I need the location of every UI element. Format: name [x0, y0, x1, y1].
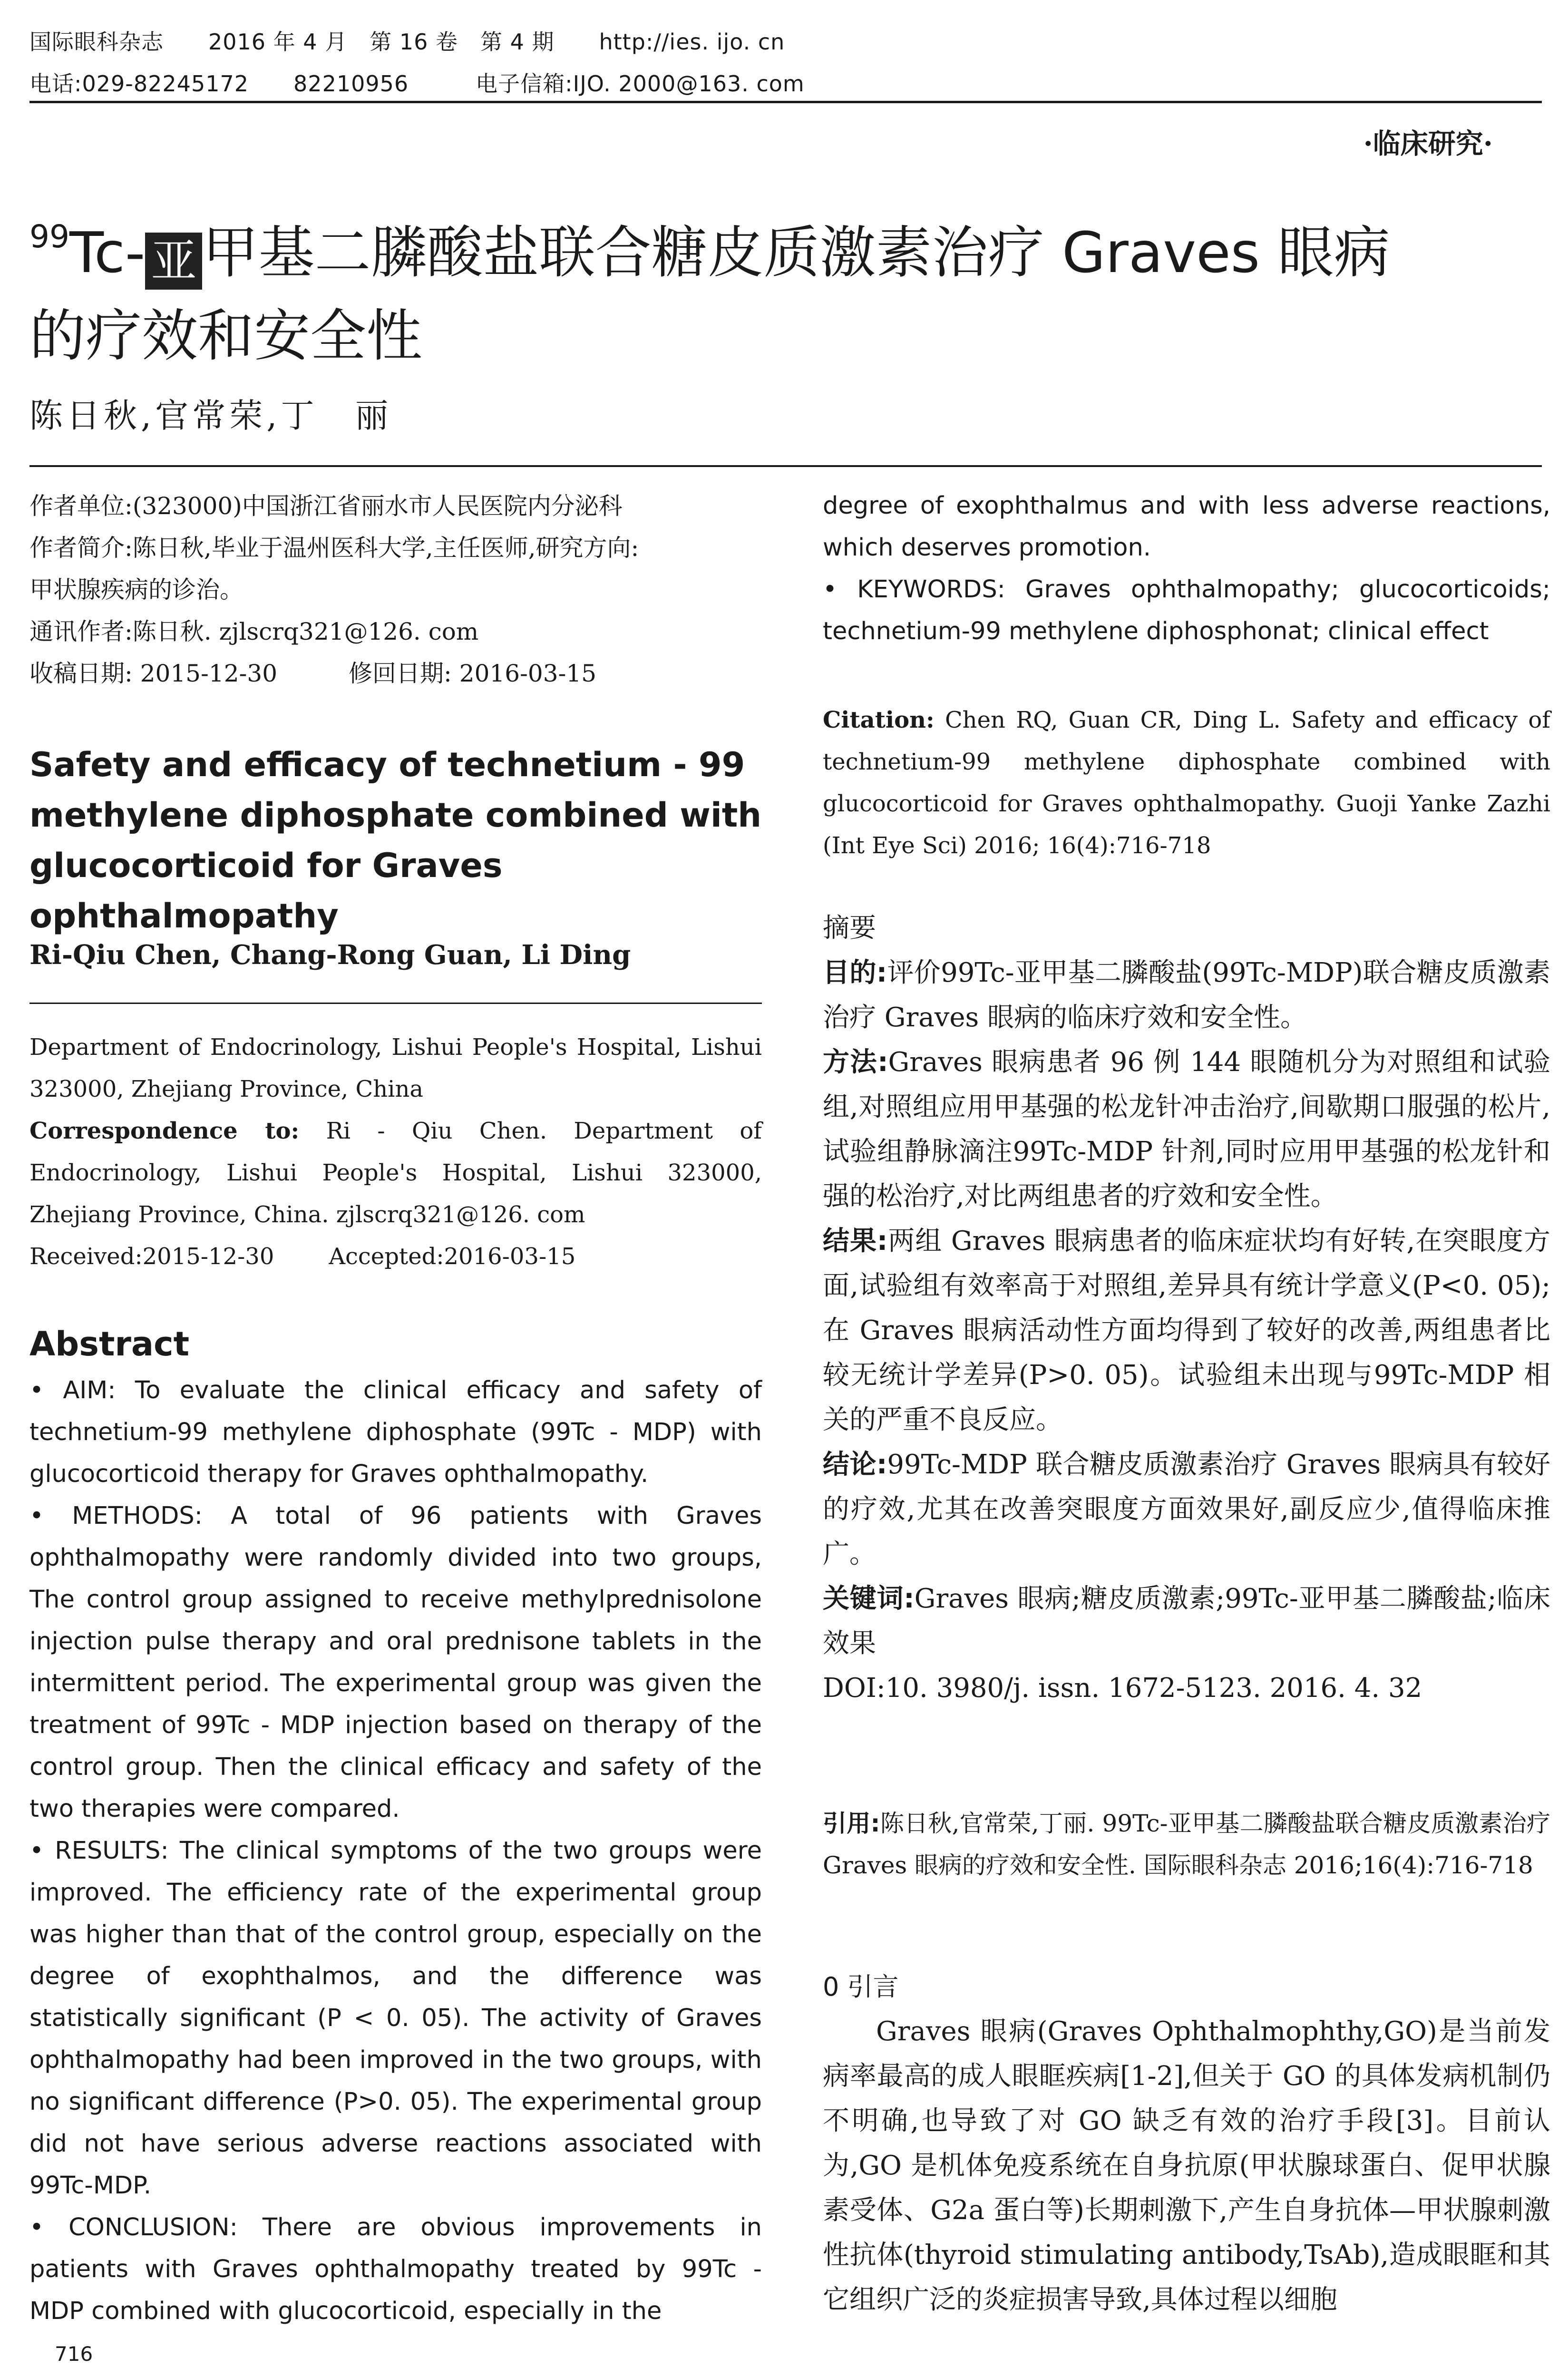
cite-cn-text: 陈日秋,官常荣,丁丽. 99Tc-亚甲基二膦酸盐联合糖皮质激素治疗 Graves 眼病的疗效和安全性. 国际眼科杂志 2016;16(4):716-718 [823, 1810, 1550, 1879]
affiliation-dept: Department of Endocrinology, Lishui People's Hospital, Lishui 323000, Zhejiang Province, China [29, 1034, 762, 1102]
correspondence-text: Ri - Qiu Chen. Department of Endocrinology, Lishui People's Hospital, Lishui 323000, Zhejiang Province, China. zjlscrq321@126. com [29, 1118, 762, 1228]
title-obscured-glyph: 亚 [145, 233, 202, 290]
abstract-cn-heading: 摘要 [823, 913, 876, 944]
english-title: Safety and efficacy of technetium - 99 methylene diphosphate combined with glucocorticoid for Graves ophthalmopathy [29, 745, 762, 935]
intro-text: Graves 眼病(Graves Ophthalmophthy,GO)是当前发病率最高的成人眼眶疾病[1-2],但关于 GO 的具体发病机制仍不明确,也导致了对 GO 缺乏有效的治疗手段[3]。目前认为,GO 是机体免疫系统在自身抗原(甲状腺球蛋白、促甲状腺素受体、G2a 蛋白等)长期刺激下,产生自身抗体—甲状腺刺激性抗体(thyroid stimulating antibody,TsAb),造成眼眶和其它组织广泛的炎症损害导致,具体过程以细胞 [823, 2016, 1550, 2315]
keywords-cn-text: Graves 眼病;糖皮质激素;99Tc-亚甲基二膦酸盐;临床效果 [823, 1583, 1550, 1659]
author-bio-2: 甲状腺疾病的诊治。 [29, 576, 243, 604]
received-date: Received:2015-12-30 [29, 1243, 274, 1270]
results-cn-text: 两组 Graves 眼病患者的临床症状均有好转,在突眼度方面,试验组有效率高于对照组,差异具有统计学意义(P<0. 05);在 Graves 眼病活动性方面均得到了较好的改善,两组患者比较无统计学差异(P>0. 05)。试验组未出现与99Tc-MDP 相关的严重不良反应。 [823, 1226, 1550, 1435]
english-authors: Ri-Qiu Chen, Chang-Rong Guan, Li Ding [29, 939, 631, 971]
meta-cn [29, 485, 762, 694]
abstract-results: • RESULTS: The clinical symptoms of the two groups were improved. The efficiency rate of the experimental group was higher than that of the control group, especially on the degree of exophthalmos, and the difference was statistically significant (P < 0. 05). The activity of Graves ophthalmopathy had been improved in the two groups, with no significant difference (P>0. 05). The experimental group did not have serious adverse reactions associated with 99Tc-MDP. [29, 1837, 762, 2200]
abstract-continuation [823, 485, 1550, 653]
article-title [29, 195, 1542, 378]
abstract-keywords: • KEYWORDS: Graves ophthalmopathy; glucocorticoids; technetium-99 methylene diphosphonat; clinical effect [823, 575, 1550, 645]
page-number: 716 [55, 2342, 93, 2366]
journal-header-line2: 电话:029-82245172 82210956 电子信箱:IJO. 2000@163. com [29, 71, 805, 97]
corresponding-author: 通讯作者:陈日秋. zjlscrq321@126. com [29, 618, 479, 645]
aim-cn-label: 目的: [823, 957, 887, 988]
abstract-aim: • AIM: To evaluate the clinical efficacy and safety of technetium-99 methylene diphosphate (99Tc - MDP) with glucocorticoid therapy for Graves ophthalmopathy. [29, 1376, 762, 1488]
cite-cn-block [823, 1802, 1550, 1886]
authors-rule [29, 1003, 762, 1004]
aim-cn-text: 评价99Tc-亚甲基二膦酸盐(99Tc-MDP)联合糖皮质激素治疗 Graves 眼病的临床疗效和安全性。 [823, 957, 1550, 1033]
section-tag: ·临床研究· [1363, 127, 1493, 160]
abstract-heading: Abstract [29, 1325, 190, 1364]
abstract-methods: • METHODS: A total of 96 patients with Graves ophthalmopathy were randomly divided into two groups, The control group assigned to receive methylprednisolone injection pulse therapy and oral prednisone tablets in the intermittent period. The experimental group was given the treatment of 99Tc - MDP injection based on therapy of the control group. Then the clinical efficacy and safety of the two therapies were compared. [29, 1502, 762, 1823]
citation-block [823, 699, 1550, 867]
doi: DOI:10. 3980/j. issn. 1672-5123. 2016. 4. 32 [823, 1673, 1422, 1704]
cite-cn-label: 引用: [823, 1810, 880, 1837]
abstract-conclusion-cont: degree of exophthalmus and with less adverse reactions, which deserves promotion. [823, 492, 1550, 562]
header-rule [29, 101, 1542, 103]
title-rule [29, 465, 1542, 467]
keywords-cn-label: 关键词: [823, 1583, 915, 1614]
correspondence-label: Correspondence to: [29, 1118, 300, 1144]
conclusion-cn-label: 结论: [823, 1449, 887, 1480]
accepted-date: Accepted:2016-03-15 [329, 1243, 576, 1270]
affiliation-block [29, 1026, 762, 1277]
abstract-cn [823, 906, 1550, 1711]
title-line2: 的疗效和安全性 [29, 303, 423, 369]
citation-label: Citation: [823, 707, 935, 733]
title-superscript: 99 [29, 218, 69, 255]
conclusion-cn-text: 99Tc-MDP 联合糖皮质激素治疗 Graves 眼病具有较好的疗效,尤其在改善突眼度方面效果好,副反应少,值得临床推广。 [823, 1449, 1550, 1569]
abstract-body [29, 1370, 762, 2332]
methods-cn-label: 方法: [823, 1047, 888, 1078]
journal-header-line1: 国际眼科杂志 2016 年 4 月 第 16 卷 第 4 期 http://ies. ijo. cn [29, 29, 785, 55]
authors-cn: 陈日秋,官常荣,丁 丽 [29, 396, 392, 435]
intro-heading: 0 引言 [823, 1972, 899, 2002]
dates-cn: 收稿日期: 2015-12-30 修回日期: 2016-03-15 [29, 660, 597, 687]
citation-text: Chen RQ, Guan CR, Ding L. Safety and efficacy of technetium-99 methylene diphosphate combined with glucocorticoid for Graves ophthalmopathy. Guoji Yanke Zazhi (Int Eye Sci) 2016; 16(4):716-718 [823, 707, 1550, 859]
results-cn-label: 结果: [823, 1226, 888, 1257]
abstract-conclusion: • CONCLUSION: There are obvious improvements in patients with Graves ophthalmopathy treated by 99Tc - MDP combined with glucocorticoid, especially in the [29, 2213, 762, 2325]
author-bio-1: 作者简介:陈日秋,毕业于温州医科大学,主任医师,研究方向: [29, 534, 639, 562]
title-part1: Tc- [69, 220, 146, 285]
author-unit: 作者单位:(323000)中国浙江省丽水市人民医院内分泌科 [29, 492, 623, 520]
methods-cn-text: Graves 眼病患者 96 例 144 眼随机分为对照组和试验组,对照组应用甲基强的松龙针冲击治疗,间歇期口服强的松片,试验组静脉滴注99Tc-MDP 针剂,同时应用甲基强的松龙针和强的松治疗,对比两组患者的疗效和安全性。 [823, 1047, 1550, 1212]
title-part2: 甲基二膦酸盐联合糖皮质激素治疗 Graves 眼病 [202, 220, 1390, 285]
